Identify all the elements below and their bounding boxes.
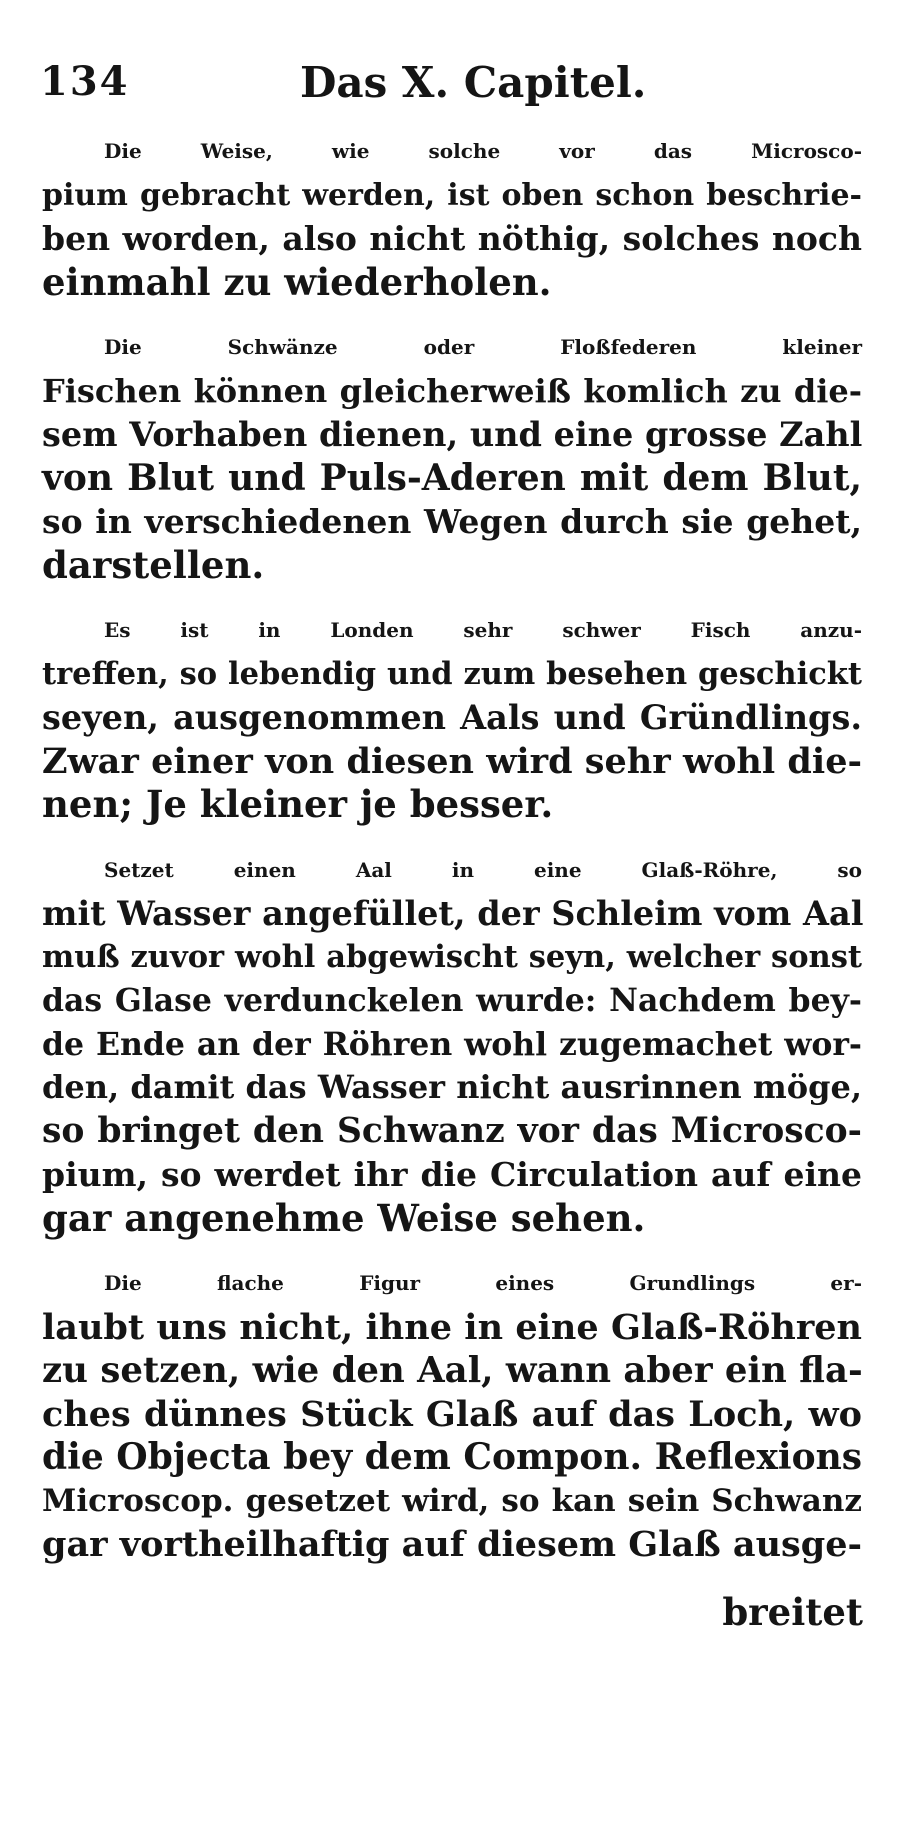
text-line: treffen, so lebendig und zum besehen geschickt: [42, 655, 862, 692]
text-line: Die Schwänze oder Floßfederen kleiner: [104, 335, 862, 359]
text-line: Zwar einer von diesen wird sehr wohl die-: [42, 740, 862, 782]
text-line: Es ist in Londen sehr schwer Fisch anzu-: [104, 618, 862, 642]
text-line: nen; Je kleiner je besser.: [42, 782, 554, 826]
text-line: ben worden, also nicht nöthig, solches noch: [42, 219, 862, 258]
text-line: Die flache Figur eines Grundlings er-: [104, 1271, 862, 1295]
text-line: seyen, ausgenommen Aals und Gründlings.: [42, 698, 862, 737]
paragraph: [42, 1262, 862, 1567]
text-line: Microscop. gesetzet wird, so kan sein Schwanz: [42, 1482, 862, 1519]
page-body: [42, 130, 862, 1589]
page-header: [40, 58, 860, 118]
text-line: pium gebracht werden, ist oben schon beschrie-: [42, 177, 862, 213]
text-line: den, damit das Wasser nicht ausrinnen möge,: [42, 1068, 862, 1106]
text-line: Die Weise, wie solche vor das Microsco-: [104, 139, 862, 163]
text-line: laubt uns nicht, ihne in eine Glaß-Röhren: [42, 1306, 862, 1348]
text-line: gar angenehme Weise sehen.: [42, 1195, 646, 1240]
paragraph: [42, 326, 862, 587]
running-head: Das X. Capitel.: [300, 58, 647, 107]
paragraph: [42, 609, 862, 827]
text-line: von Blut und Puls-Aderen mit dem Blut,: [42, 456, 862, 499]
page-number: 134: [40, 58, 130, 105]
paragraph: [42, 849, 862, 1241]
text-line: mit Wasser angefüllet, der Schleim vom Aal: [42, 894, 864, 933]
text-line: darstellen.: [42, 542, 265, 587]
text-line: sem Vorhaben dienen, und eine grosse Zahl: [42, 415, 863, 454]
catchword: breitet: [722, 1590, 863, 1634]
text-line: gar vortheilhaftig auf diesem Glaß ausge-: [42, 1524, 863, 1565]
text-line: so in verschiedenen Wegen durch sie gehet,: [42, 502, 862, 541]
text-line: so bringet den Schwanz vor das Microsco-: [42, 1110, 862, 1151]
text-line: de Ende an der Röhren wohl zugemachet wor-: [42, 1025, 862, 1063]
text-line: pium, so werdet ihr die Circulation auf eine: [42, 1155, 862, 1194]
text-line: die Objecta bey dem Compon. Reflexions: [42, 1436, 863, 1478]
text-line: Setzet einen Aal in eine Glaß-Röhre, so: [104, 857, 862, 882]
text-line: muß zuvor wohl abgewischt seyn, welcher sonst: [42, 938, 862, 975]
paragraph: [42, 130, 862, 304]
text-line: zu setzen, wie den Aal, wann aber ein fla-: [42, 1350, 863, 1391]
text-line: Fischen können gleicherweiß komlich zu die-: [42, 371, 862, 410]
text-line: das Glase verdunckelen wurde: Nachdem bey-: [42, 982, 862, 1019]
text-line: einmahl zu wiederholen.: [42, 259, 552, 304]
text-line: ches dünnes Stück Glaß auf das Loch, wo: [42, 1393, 862, 1435]
